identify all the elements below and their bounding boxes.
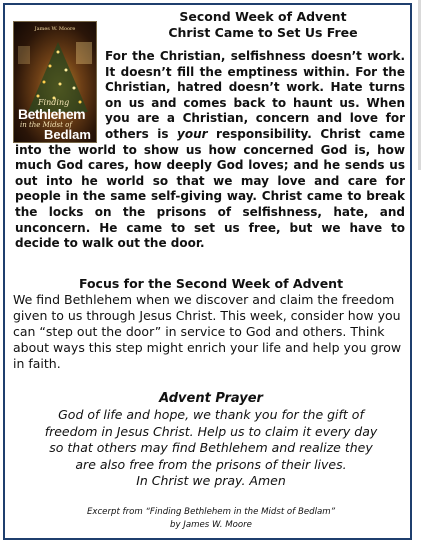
cover-title-bethlehem: Bethlehem [18,106,86,122]
prayer-line: God of life and hope, we thank you for the gift of [58,407,364,422]
prayer-line: freedom in Jesus Christ. Help us to claim it every day [44,423,378,439]
prayer-line: In Christ we pray. Amen [136,473,286,488]
reflection-rest: responsibility. Christ came into the world to show us how concerned God is, how much God cares, how deeply God loves; and he sends us out into he world so that we may love and care for people in the same self-giving way. Christ came to break the locks on the prisons of selfishness, hate, and unconcern. He came to set us free, but we have to decide to walk out the door. [15,126,405,251]
reflection-emphasis: your [177,126,208,141]
reflection-lead: For the Christian, selfishness doesn’t work. It doesn’t fill the emptiness within. For the Christian, hatred doesn’t work. Hate turns on us and comes back to haunt us. When you are a Christian, concern and love for others is [105,49,405,141]
cover-author: James W. Moore [34,26,76,32]
prayer-text [12,407,410,490]
scrollbar-edge [418,0,421,170]
reflection-paragraph [15,49,405,252]
prayer-line: so that others may find Bethlehem and realize they [49,440,373,455]
page-title [118,9,408,41]
cover-title-finding: Finding [38,98,70,107]
prayer-line: are also free from the prisons of their lives. [75,456,347,472]
excerpt-citation [12,506,410,532]
title-theme: Christ Came to Set Us Free [168,25,358,40]
cover-title-bedlam: Bedlam [44,127,91,142]
focus-paragraph: We find Bethlehem when we discover and claim the freedom given to us through Jesus Christ. This week, consider how you can “step out the door” in service to God and others. Think about ways this step might enrich your life and help you grow in faith. [13,292,402,371]
title-week: Second Week of Advent [179,9,347,24]
excerpt-author: by James W. Moore [170,520,252,530]
prayer-heading: Advent Prayer [159,391,263,406]
excerpt-source: Excerpt from “Finding Bethlehem in the Midst of Bedlam” [86,507,336,517]
cover-title-midst: in the Midst of [20,121,72,129]
focus-heading: Focus for the Second Week of Advent [78,276,344,291]
